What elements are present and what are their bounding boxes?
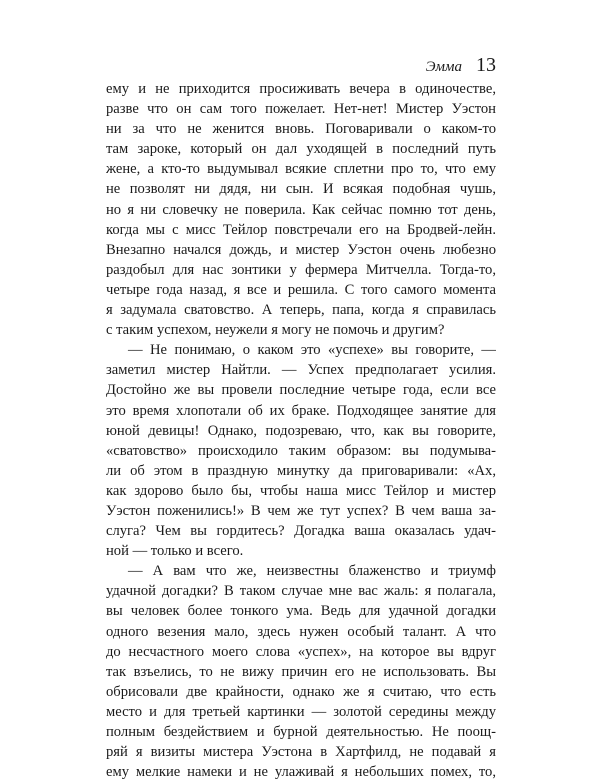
text-line: это время хлопотали об их браке. Подходящее занятие для [106, 402, 496, 419]
running-title: Эмма [425, 59, 462, 75]
text-line: как здорово было бы, чтобы наша мисс Тейлор и мистер [106, 482, 496, 499]
text-line: не позволят ни дядя, ни сын. И всякая подобная чушь, [106, 181, 496, 198]
text-line: разве что он сам того пожелает. Нет-нет! Мистер Уэстон [106, 101, 496, 118]
text-line: жене, а кто-то выдумывал всякие сплетни про то, что ему [106, 161, 496, 178]
text-line: юной девицы! Однако, подозреваю, что, как вы говорите, [106, 422, 496, 439]
text-line: с таким успехом, неужели я могу не помочь и другим? [106, 322, 445, 339]
text-line: слуга? Чем вы гордитесь? Догадка ваша оказалась удач- [106, 523, 496, 540]
text-line: когда мы с мисс Тейлор повстречали его на Бродвей-лейн. [106, 221, 496, 238]
text-line: там зароке, который он дал уходящей в последний путь [106, 141, 496, 158]
text-line: вы человек более тонкого ума. Ведь для удачной догадки [106, 603, 496, 620]
text-line: заметил мистер Найтли. — Успех предполагает усилия. [106, 362, 496, 379]
text-line: Внезапно начался дождь, и мистер Уэстон очень любезно [106, 241, 496, 258]
text-line: — Не понимаю, о каком это «успехе» вы говорите, — [128, 342, 496, 359]
text-line: раздобыл для нас зонтики у фермера Митчелла. Тогда-то, [106, 261, 496, 278]
text-line: ему мелкие намеки и не улаживай я небольших помех, то, [106, 764, 496, 781]
text-line: четыре года назад, я все и решила. С того самого момента [106, 281, 496, 298]
text-line: но я ни словечку не поверила. Как сейчас помню тот день, [106, 201, 496, 218]
text-line: «сватовство» происходило таким образом: вы подумыва- [106, 442, 496, 459]
text-line: ли об этом в праздную минутку да приговаривали: «Ах, [106, 462, 496, 479]
text-line: обрисовали две крайности, однако же я считаю, что есть [106, 683, 496, 700]
text-line: ряй я визиты мистера Уэстона в Хартфилд, не подавай я [106, 744, 496, 761]
text-line: Достойно же вы провели последние четыре года, если все [106, 382, 496, 399]
text-line: удачной догадки? В таком случае мне вас жаль: я полагала, [106, 583, 496, 600]
text-line: место и для третьей картинки — золотой середины между [106, 703, 496, 720]
text-line: до несчастного моего слова «успех», на которое вы вдруг [106, 643, 496, 660]
text-line: ни за что не женится вновь. Поговаривали о каком-то [106, 121, 496, 138]
page-number: 13 [476, 54, 496, 76]
running-head [426, 54, 496, 77]
body-text [106, 79, 496, 782]
text-line: полным бездействием и бурной деятельностью. Не поощ- [106, 724, 496, 740]
text-line: я задумала сватовство. А теперь, папа, когда я справилась [106, 302, 496, 319]
text-line: Уэстон поженились!» В чем же тут успех? В чем ваша за- [106, 502, 496, 519]
text-line: — А вам что же, неизвестны блаженство и триумф [128, 563, 496, 580]
text-line: ной — только и всего. [106, 543, 244, 560]
text-line: так взъелись, то не вижу причин его не использовать. Вы [106, 663, 496, 680]
text-line: одного везения мало, здесь нужен особый талант. А что [106, 623, 496, 640]
text-line: ему и не приходится просиживать вечера в одиночестве, [106, 81, 496, 97]
